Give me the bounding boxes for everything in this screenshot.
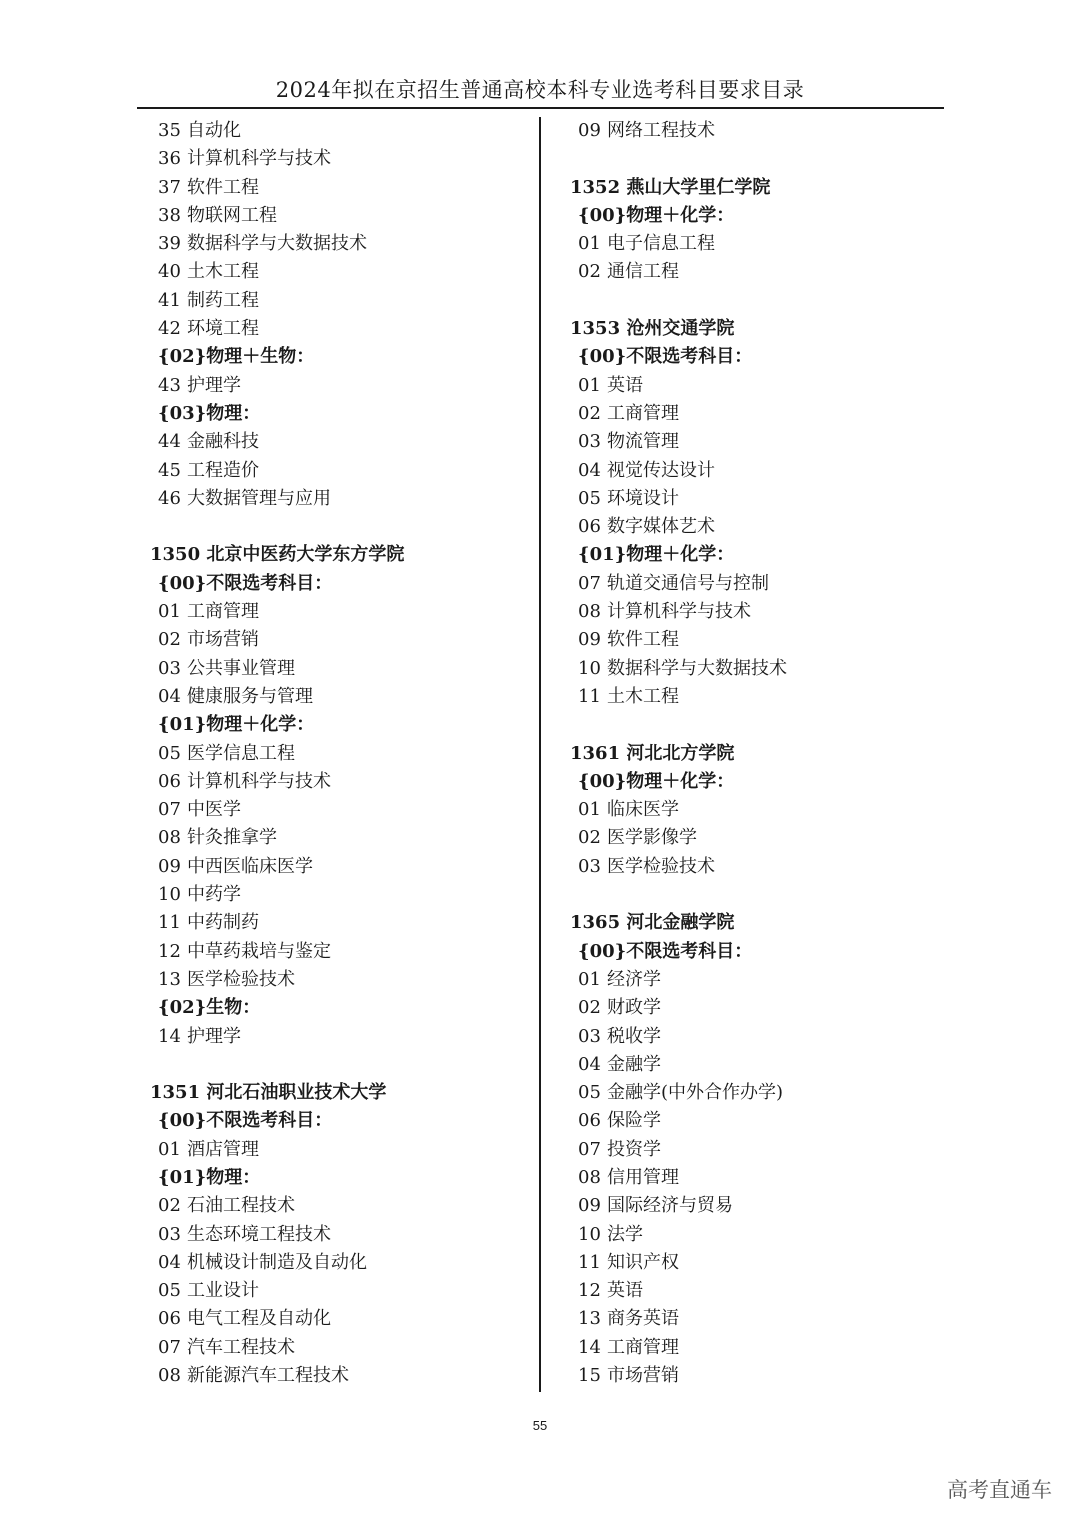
major-name: 工程造价 bbox=[187, 459, 259, 481]
major-code: 05 bbox=[158, 742, 181, 764]
major-name: 数据科学与大数据技术 bbox=[607, 657, 787, 679]
major-name: 电子信息工程 bbox=[607, 233, 715, 255]
major-name: 物联网工程 bbox=[187, 204, 277, 226]
major-item bbox=[150, 1334, 530, 1362]
major-code: 06 bbox=[578, 1110, 601, 1132]
major-code: 42 bbox=[158, 318, 181, 340]
school-heading: 1352 燕山大学里仁学院 bbox=[570, 176, 771, 198]
major-code: 10 bbox=[578, 657, 601, 679]
major-item bbox=[150, 1305, 530, 1333]
major-item bbox=[570, 683, 950, 711]
school-heading: 1353 沧州交通学院 bbox=[570, 318, 735, 340]
major-item bbox=[570, 853, 950, 881]
major-code: 02 bbox=[578, 827, 601, 849]
header-rule bbox=[137, 107, 944, 109]
major-name: 金融科技 bbox=[187, 431, 259, 453]
major-item bbox=[150, 1192, 530, 1220]
major-item bbox=[150, 315, 530, 343]
major-item bbox=[570, 1023, 950, 1051]
major-name: 保险学 bbox=[607, 1110, 661, 1132]
major-code: 13 bbox=[158, 968, 181, 990]
major-name: 医学检验技术 bbox=[607, 855, 715, 877]
major-code: 12 bbox=[578, 1280, 601, 1302]
major-code: 14 bbox=[578, 1336, 601, 1358]
major-item bbox=[570, 1221, 950, 1249]
major-item bbox=[570, 1277, 950, 1305]
major-name: 经济学 bbox=[607, 968, 661, 990]
major-item bbox=[570, 1362, 950, 1390]
major-name: 网络工程技术 bbox=[607, 120, 715, 141]
major-name: 酒店管理 bbox=[187, 1138, 259, 1160]
major-item bbox=[150, 1277, 530, 1305]
major-name: 电气工程及自动化 bbox=[187, 1308, 331, 1330]
major-item bbox=[150, 938, 530, 966]
major-name: 大数据管理与应用 bbox=[187, 487, 331, 509]
major-name: 中医学 bbox=[187, 799, 241, 821]
major-name: 护理学 bbox=[187, 1025, 241, 1047]
major-code: 06 bbox=[578, 516, 601, 538]
major-item bbox=[150, 230, 530, 258]
major-item bbox=[150, 1221, 530, 1249]
major-item bbox=[150, 1249, 530, 1277]
major-code: 40 bbox=[158, 261, 181, 283]
major-code: 11 bbox=[158, 912, 181, 934]
major-item bbox=[570, 258, 950, 286]
major-name: 汽车工程技术 bbox=[187, 1336, 295, 1358]
major-name: 软件工程 bbox=[607, 629, 679, 651]
major-code: 06 bbox=[158, 1308, 181, 1330]
major-item bbox=[150, 853, 530, 881]
major-item bbox=[570, 1164, 950, 1192]
major-code: 15 bbox=[578, 1365, 601, 1387]
major-name: 金融学 bbox=[607, 1053, 661, 1075]
major-name: 法学 bbox=[607, 1223, 643, 1245]
major-item bbox=[150, 117, 530, 145]
major-code: 01 bbox=[578, 233, 601, 255]
major-code: 05 bbox=[578, 1082, 601, 1104]
major-code: 09 bbox=[158, 855, 181, 877]
major-code: 14 bbox=[158, 1025, 181, 1047]
major-name: 市场营销 bbox=[607, 1365, 679, 1387]
major-code: 37 bbox=[158, 176, 181, 198]
major-item bbox=[570, 230, 950, 258]
major-item bbox=[570, 372, 950, 400]
major-item bbox=[570, 1192, 950, 1220]
major-name: 知识产权 bbox=[607, 1251, 679, 1273]
major-name: 英语 bbox=[607, 1280, 643, 1302]
right-column bbox=[570, 117, 950, 1390]
major-code: 06 bbox=[158, 770, 181, 792]
major-name: 临床医学 bbox=[607, 799, 679, 821]
major-code: 02 bbox=[578, 261, 601, 283]
major-name: 自动化 bbox=[187, 120, 241, 141]
section-spacer bbox=[150, 1051, 530, 1079]
subject-requirement-heading: {02}生物： bbox=[158, 997, 261, 1019]
major-code: 04 bbox=[158, 685, 181, 707]
section-spacer bbox=[570, 711, 950, 739]
major-item bbox=[150, 683, 530, 711]
subject-requirement-heading: {00}物理＋化学： bbox=[578, 204, 735, 226]
major-item bbox=[150, 1136, 530, 1164]
major-name: 计算机科学与技术 bbox=[607, 601, 751, 623]
major-name: 医学检验技术 bbox=[187, 968, 295, 990]
major-item bbox=[570, 966, 950, 994]
major-code: 11 bbox=[578, 1251, 601, 1273]
major-item bbox=[570, 1051, 950, 1079]
section-spacer bbox=[570, 881, 950, 909]
major-name: 数据科学与大数据技术 bbox=[187, 233, 367, 255]
major-name: 视觉传达设计 bbox=[607, 459, 715, 481]
major-code: 11 bbox=[578, 685, 601, 707]
major-name: 市场营销 bbox=[187, 629, 259, 651]
major-code: 36 bbox=[158, 148, 181, 170]
major-name: 信用管理 bbox=[607, 1166, 679, 1188]
major-item bbox=[150, 655, 530, 683]
major-item bbox=[150, 909, 530, 937]
major-code: 03 bbox=[158, 1223, 181, 1245]
major-name: 新能源汽车工程技术 bbox=[187, 1365, 349, 1387]
school-heading: 1350 北京中医药大学东方学院 bbox=[150, 544, 405, 566]
major-item bbox=[150, 824, 530, 852]
major-code: 04 bbox=[158, 1251, 181, 1273]
major-name: 财政学 bbox=[607, 997, 661, 1019]
major-name: 生态环境工程技术 bbox=[187, 1223, 331, 1245]
major-name: 软件工程 bbox=[187, 176, 259, 198]
major-code: 08 bbox=[578, 601, 601, 623]
major-name: 环境工程 bbox=[187, 318, 259, 340]
major-item bbox=[150, 1023, 530, 1051]
major-code: 09 bbox=[578, 1195, 601, 1217]
major-item bbox=[570, 570, 950, 598]
page-number: 55 bbox=[532, 1418, 548, 1433]
major-name: 医学信息工程 bbox=[187, 742, 295, 764]
major-name: 税收学 bbox=[607, 1025, 661, 1047]
major-code: 01 bbox=[158, 1138, 181, 1160]
major-name: 商务英语 bbox=[607, 1308, 679, 1330]
left-column bbox=[150, 117, 530, 1390]
subject-requirement-heading: {00}不限选考科目： bbox=[578, 346, 753, 368]
watermark-text: 高考直通车 bbox=[947, 1478, 1052, 1502]
major-code: 12 bbox=[158, 940, 181, 962]
major-item bbox=[150, 598, 530, 626]
major-name: 中草药栽培与鉴定 bbox=[187, 940, 331, 962]
major-item bbox=[570, 1136, 950, 1164]
major-code: 10 bbox=[158, 884, 181, 906]
school-heading: 1365 河北金融学院 bbox=[570, 912, 735, 934]
major-item bbox=[570, 513, 950, 541]
major-code: 05 bbox=[578, 487, 601, 509]
major-item bbox=[150, 145, 530, 173]
subject-requirement-heading: {02}物理＋生物： bbox=[158, 346, 315, 368]
major-item bbox=[150, 202, 530, 230]
major-code: 01 bbox=[158, 601, 181, 623]
major-item bbox=[150, 372, 530, 400]
major-name: 土木工程 bbox=[607, 685, 679, 707]
major-code: 03 bbox=[578, 1025, 601, 1047]
major-code: 01 bbox=[578, 968, 601, 990]
major-item bbox=[570, 485, 950, 513]
major-name: 中西医临床医学 bbox=[187, 855, 313, 877]
major-item bbox=[570, 1107, 950, 1135]
major-code: 03 bbox=[158, 657, 181, 679]
major-name: 护理学 bbox=[187, 374, 241, 396]
major-code: 13 bbox=[578, 1308, 601, 1330]
subject-requirement-heading: {01}物理： bbox=[158, 1166, 261, 1188]
major-name: 中药制药 bbox=[187, 912, 259, 934]
column-divider bbox=[539, 117, 541, 1392]
major-item bbox=[570, 824, 950, 852]
subject-requirement-heading: {00}物理＋化学： bbox=[578, 770, 735, 792]
major-name: 工商管理 bbox=[607, 402, 679, 424]
major-code: 03 bbox=[578, 855, 601, 877]
subject-requirement-heading: {01}物理＋化学： bbox=[578, 544, 735, 566]
major-item bbox=[570, 598, 950, 626]
major-code: 43 bbox=[158, 374, 181, 396]
major-name: 国际经济与贸易 bbox=[607, 1195, 733, 1217]
major-item bbox=[570, 655, 950, 683]
school-heading: 1361 河北北方学院 bbox=[570, 742, 735, 764]
major-name: 健康服务与管理 bbox=[187, 685, 313, 707]
major-code: 07 bbox=[158, 1336, 181, 1358]
major-code: 03 bbox=[578, 431, 601, 453]
subject-requirement-heading: {00}不限选考科目： bbox=[158, 1110, 333, 1132]
major-item bbox=[570, 400, 950, 428]
major-item bbox=[150, 428, 530, 456]
major-item bbox=[150, 287, 530, 315]
major-code: 38 bbox=[158, 204, 181, 226]
major-name: 数字媒体艺术 bbox=[607, 516, 715, 538]
major-code: 02 bbox=[158, 629, 181, 651]
major-name: 英语 bbox=[607, 374, 643, 396]
major-name: 通信工程 bbox=[607, 261, 679, 283]
major-name: 中药学 bbox=[187, 884, 241, 906]
major-name: 金融学(中外合作办学) bbox=[607, 1082, 784, 1104]
major-item bbox=[570, 457, 950, 485]
major-code: 08 bbox=[158, 1365, 181, 1387]
major-item bbox=[150, 626, 530, 654]
major-code: 39 bbox=[158, 233, 181, 255]
major-code: 45 bbox=[158, 459, 181, 481]
major-item bbox=[570, 1334, 950, 1362]
major-item bbox=[150, 457, 530, 485]
major-item bbox=[150, 966, 530, 994]
page-header-title: 2024年拟在京招生普通高校本科专业选考科目要求目录 bbox=[275, 78, 805, 102]
major-name: 工商管理 bbox=[607, 1336, 679, 1358]
major-name: 轨道交通信号与控制 bbox=[607, 572, 769, 594]
major-item bbox=[150, 740, 530, 768]
major-item bbox=[570, 626, 950, 654]
major-item bbox=[570, 428, 950, 456]
subject-requirement-heading: {03}物理： bbox=[158, 402, 261, 424]
major-name: 投资学 bbox=[607, 1138, 661, 1160]
major-item bbox=[570, 994, 950, 1022]
major-code: 01 bbox=[578, 374, 601, 396]
major-name: 计算机科学与技术 bbox=[187, 148, 331, 170]
major-code: 44 bbox=[158, 431, 181, 453]
major-name: 土木工程 bbox=[187, 261, 259, 283]
major-code: 07 bbox=[578, 572, 601, 594]
school-heading: 1351 河北石油职业技术大学 bbox=[150, 1082, 387, 1104]
section-spacer bbox=[570, 287, 950, 315]
section-spacer bbox=[150, 513, 530, 541]
major-item bbox=[150, 768, 530, 796]
major-code: 46 bbox=[158, 487, 181, 509]
major-item bbox=[570, 1249, 950, 1277]
major-code: 04 bbox=[578, 1053, 601, 1075]
major-item bbox=[570, 1305, 950, 1333]
major-name: 环境设计 bbox=[607, 487, 679, 509]
major-code: 07 bbox=[578, 1138, 601, 1160]
major-item bbox=[570, 117, 950, 145]
major-code: 02 bbox=[158, 1195, 181, 1217]
major-name: 机械设计制造及自动化 bbox=[187, 1251, 367, 1273]
major-name: 工商管理 bbox=[187, 601, 259, 623]
subject-requirement-heading: {00}不限选考科目： bbox=[578, 940, 753, 962]
major-name: 公共事业管理 bbox=[187, 657, 295, 679]
major-name: 医学影像学 bbox=[607, 827, 697, 849]
major-code: 08 bbox=[578, 1166, 601, 1188]
major-code: 09 bbox=[578, 629, 601, 651]
major-name: 石油工程技术 bbox=[187, 1195, 295, 1217]
major-name: 物流管理 bbox=[607, 431, 679, 453]
major-code: 09 bbox=[578, 120, 601, 141]
major-name: 工业设计 bbox=[187, 1280, 259, 1302]
major-code: 07 bbox=[158, 799, 181, 821]
section-spacer bbox=[570, 145, 950, 173]
major-code: 01 bbox=[578, 799, 601, 821]
major-item bbox=[570, 1079, 950, 1107]
major-item bbox=[150, 796, 530, 824]
major-item bbox=[150, 881, 530, 909]
major-item bbox=[570, 796, 950, 824]
major-item bbox=[150, 1362, 530, 1390]
major-code: 10 bbox=[578, 1223, 601, 1245]
major-code: 02 bbox=[578, 402, 601, 424]
major-name: 计算机科学与技术 bbox=[187, 770, 331, 792]
major-item bbox=[150, 485, 530, 513]
subject-requirement-heading: {00}不限选考科目： bbox=[158, 572, 333, 594]
major-code: 05 bbox=[158, 1280, 181, 1302]
major-code: 41 bbox=[158, 289, 181, 311]
major-code: 02 bbox=[578, 997, 601, 1019]
major-name: 制药工程 bbox=[187, 289, 259, 311]
major-code: 08 bbox=[158, 827, 181, 849]
major-item bbox=[150, 258, 530, 286]
major-item bbox=[150, 174, 530, 202]
major-code: 04 bbox=[578, 459, 601, 481]
major-code: 35 bbox=[158, 120, 181, 141]
major-name: 针灸推拿学 bbox=[187, 827, 277, 849]
subject-requirement-heading: {01}物理＋化学： bbox=[158, 714, 315, 736]
